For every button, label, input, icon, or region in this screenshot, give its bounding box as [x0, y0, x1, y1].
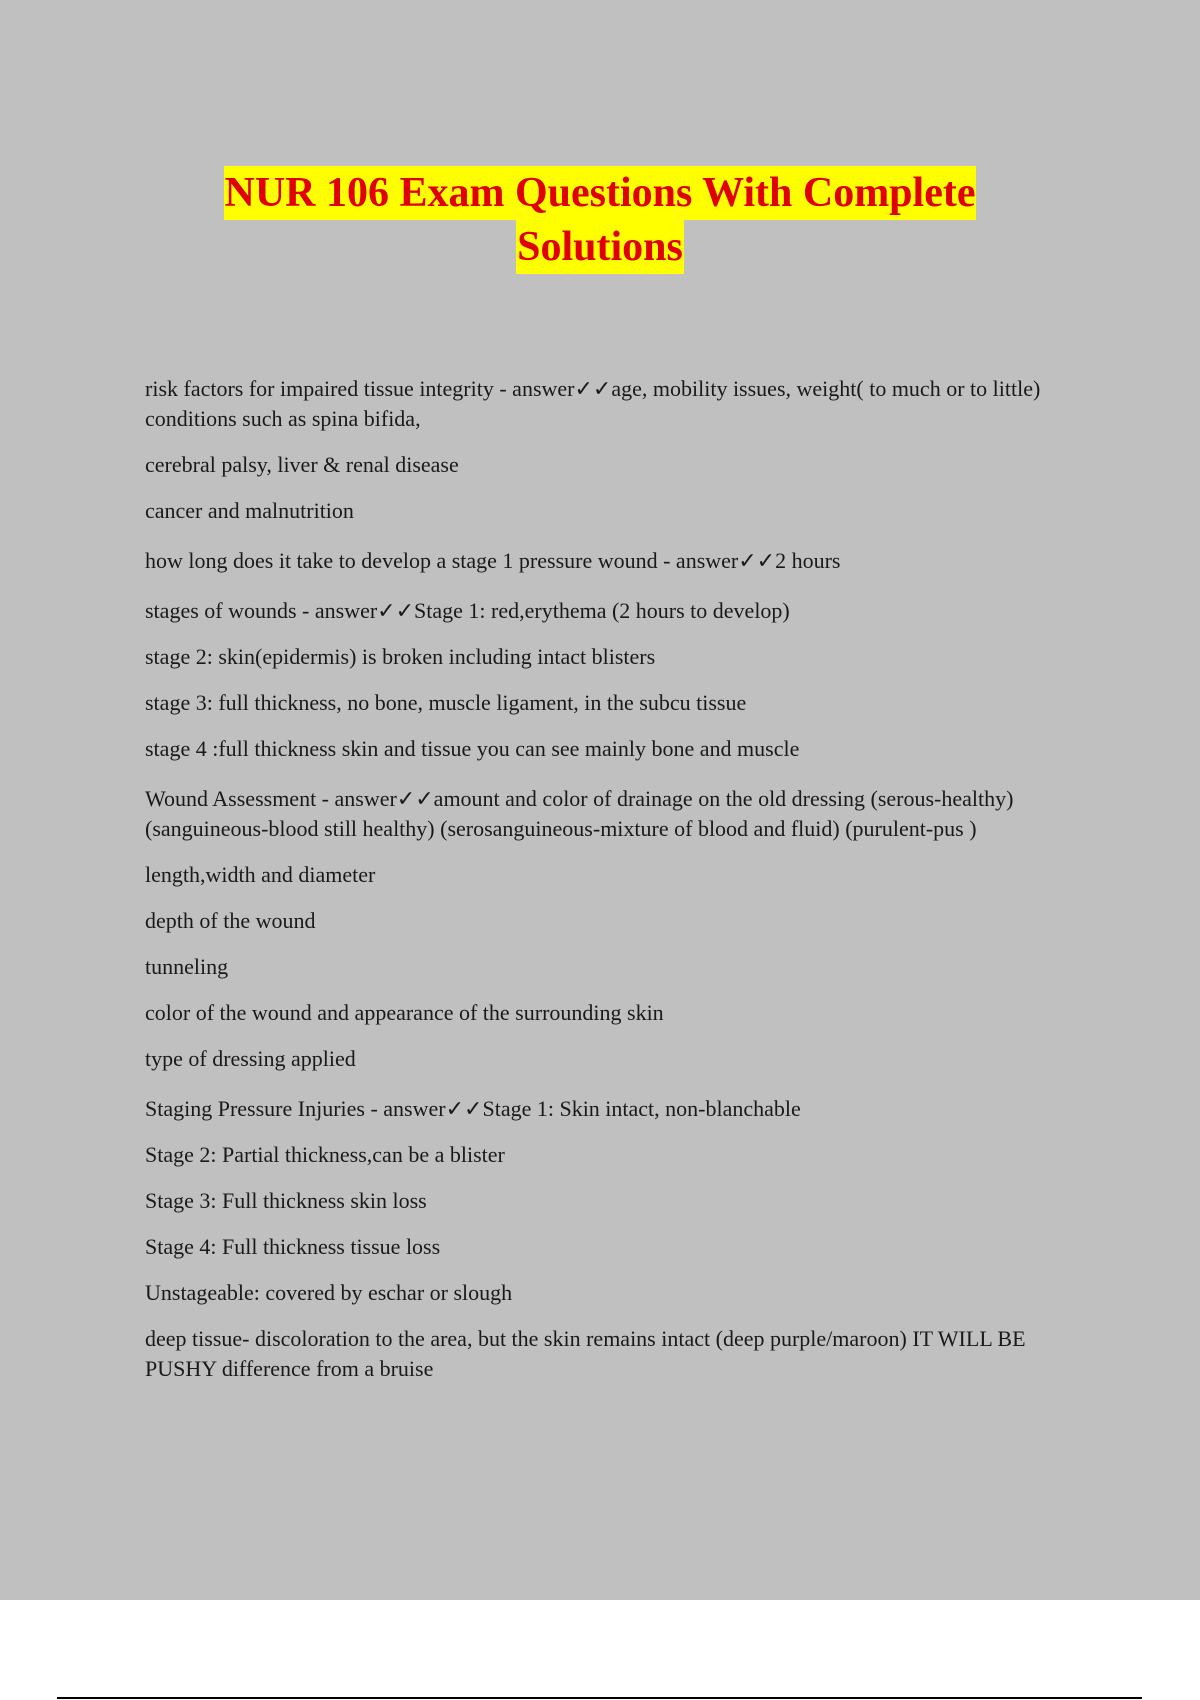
title-line-1: NUR 106 Exam Questions With Complete	[224, 166, 977, 220]
paragraph-staging-3: Stage 3: Full thickness skin loss	[145, 1188, 427, 1213]
title-line-2: Solutions	[516, 220, 684, 274]
paragraph-wound-color: color of the wound and appearance of the surrounding skin	[145, 1000, 664, 1025]
document-title	[0, 166, 1200, 274]
paragraph-staging-4: Stage 4: Full thickness tissue loss	[145, 1234, 441, 1259]
paragraph-risk-factors: risk factors for impaired tissue integrity - answer✓✓age, mobility issues, weight( to much or to little) conditions such as spina bifida,	[145, 376, 1041, 431]
paragraph-stage-2: stage 2: skin(epidermis) is broken including intact blisters	[145, 644, 656, 669]
paragraph-wound-assessment: Wound Assessment - answer✓✓amount and color of drainage on the old dressing (serous-healthy) (sanguineous-blood still healthy) (serosanguineous-mixture of blood and fluid) (purulent-pus )	[145, 786, 1014, 841]
paragraph-depth: depth of the wound	[145, 908, 316, 933]
paragraph-deep-tissue: deep tissue- discoloration to the area, but the skin remains intact (deep purple/maroon) IT WILL BE PUSHY difference from a bruise	[145, 1326, 1026, 1381]
paragraph-cerebral-palsy: cerebral palsy, liver & renal disease	[145, 452, 459, 477]
paragraph-staging-2: Stage 2: Partial thickness,can be a blister	[145, 1142, 505, 1167]
paragraph-stage-4: stage 4 :full thickness skin and tissue you can see mainly bone and muscle	[145, 736, 800, 761]
paragraph-dressing-type: type of dressing applied	[145, 1046, 356, 1071]
footer-rule	[57, 1697, 1142, 1699]
paragraph-staging-pressure: Staging Pressure Injuries - answer✓✓Stage 1: Skin intact, non-blanchable	[145, 1096, 801, 1121]
paragraph-stages-of-wounds: stages of wounds - answer✓✓Stage 1: red,erythema (2 hours to develop)	[145, 598, 790, 623]
paragraph-stage1-time: how long does it take to develop a stage 1 pressure wound - answer✓✓2 hours	[145, 548, 841, 573]
paragraph-tunneling: tunneling	[145, 954, 229, 979]
paragraph-length-width: length,width and diameter	[145, 862, 376, 887]
paragraph-unstageable: Unstageable: covered by eschar or slough	[145, 1280, 513, 1305]
document-body	[145, 374, 1080, 1400]
paragraph-stage-3: stage 3: full thickness, no bone, muscle ligament, in the subcu tissue	[145, 690, 747, 715]
paragraph-cancer: cancer and malnutrition	[145, 498, 354, 523]
